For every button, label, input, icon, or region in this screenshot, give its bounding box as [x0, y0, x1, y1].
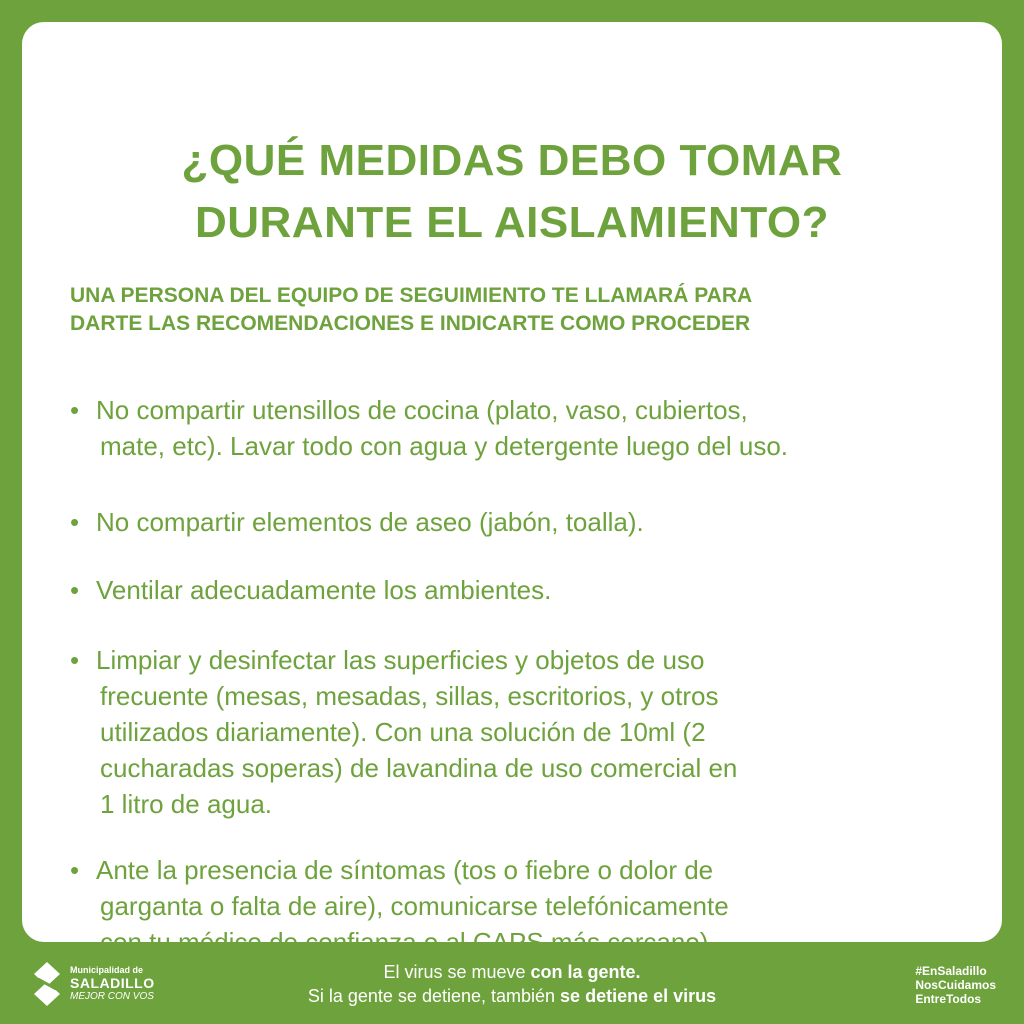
slogan-emphasis: se detiene el virus	[560, 986, 717, 1006]
subtitle-line-1: UNA PERSONA DEL EQUIPO DE SEGUIMIENTO TE LLAMARÁ PARA	[70, 284, 753, 307]
saladillo-logo-icon	[30, 960, 64, 1008]
slogan-text: El virus se mueve	[383, 962, 531, 982]
bullet-dot: •	[70, 395, 80, 425]
subtitle	[70, 282, 970, 338]
hashtag: EntreTodos	[915, 992, 982, 1006]
bullet-dot: •	[70, 575, 80, 605]
subtitle-line-2: DARTE LAS RECOMENDACIONES E INDICARTE COMO PROCEDER	[70, 312, 751, 335]
list-item-line: Ventilar adecuadamente los ambientes.	[96, 575, 552, 605]
hashtags	[915, 964, 996, 1006]
slogan-emphasis: con la gente.	[530, 962, 641, 982]
title-line-2: DURANTE EL AISLAMIENTO?	[194, 198, 830, 247]
slogan-line-2	[200, 984, 824, 1008]
list-item-line: mate, etc). Lavar todo con agua y detergente luego del uso.	[100, 431, 789, 461]
bullet-dot: •	[70, 645, 80, 675]
list-item-line: frecuente (mesas, mesadas, sillas, escritorios, y otros	[100, 681, 719, 711]
slogan-line-1	[200, 960, 824, 984]
title-line-1: ¿QUÉ MEDIDAS DEBO TOMAR	[181, 136, 843, 185]
recommendation-list	[70, 368, 970, 960]
list-item	[70, 392, 970, 464]
list-item	[70, 572, 970, 608]
hashtag: #EnSaladillo	[915, 964, 987, 978]
list-item-line: cucharadas soperas) de lavandina de uso comercial en	[100, 753, 738, 783]
municipality-logo	[30, 960, 155, 1013]
list-item-line: utilizados diariamente). Con una solución de 10ml (2	[100, 717, 706, 747]
hashtag: NosCuidamos	[915, 978, 996, 992]
list-item	[70, 504, 970, 540]
list-item-line: Limpiar y desinfectar las superficies y objetos de uso	[96, 645, 705, 675]
logo-tagline: MEJOR CON VOS	[70, 991, 154, 1002]
list-item-line: garganta o falta de aire), comunicarse telefónicamente	[100, 891, 729, 921]
logo-text	[70, 964, 155, 1003]
slogan	[200, 960, 824, 1008]
footer	[0, 942, 1024, 1024]
list-item-line: No compartir elementos de aseo (jabón, toalla).	[96, 507, 644, 537]
bullet-dot: •	[70, 855, 80, 885]
list-item-line: Ante la presencia de síntomas (tos o fiebre o dolor de	[96, 855, 714, 885]
list-item-line: 1 litro de agua.	[100, 789, 273, 819]
content-card	[22, 22, 1002, 957]
bullet-dot: •	[70, 507, 80, 537]
list-item	[70, 642, 970, 822]
page-title	[22, 130, 1002, 254]
list-item-line: No compartir utensillos de cocina (plato, vaso, cubiertos,	[96, 395, 748, 425]
logo-name: SALADILLO	[70, 975, 155, 991]
slogan-text: Si la gente se detiene, también	[307, 986, 561, 1006]
list-item-line: con tu médico de confianza o al CAPS más cercano).	[100, 927, 716, 957]
logo-small-text: Municipalidad de	[70, 965, 144, 975]
